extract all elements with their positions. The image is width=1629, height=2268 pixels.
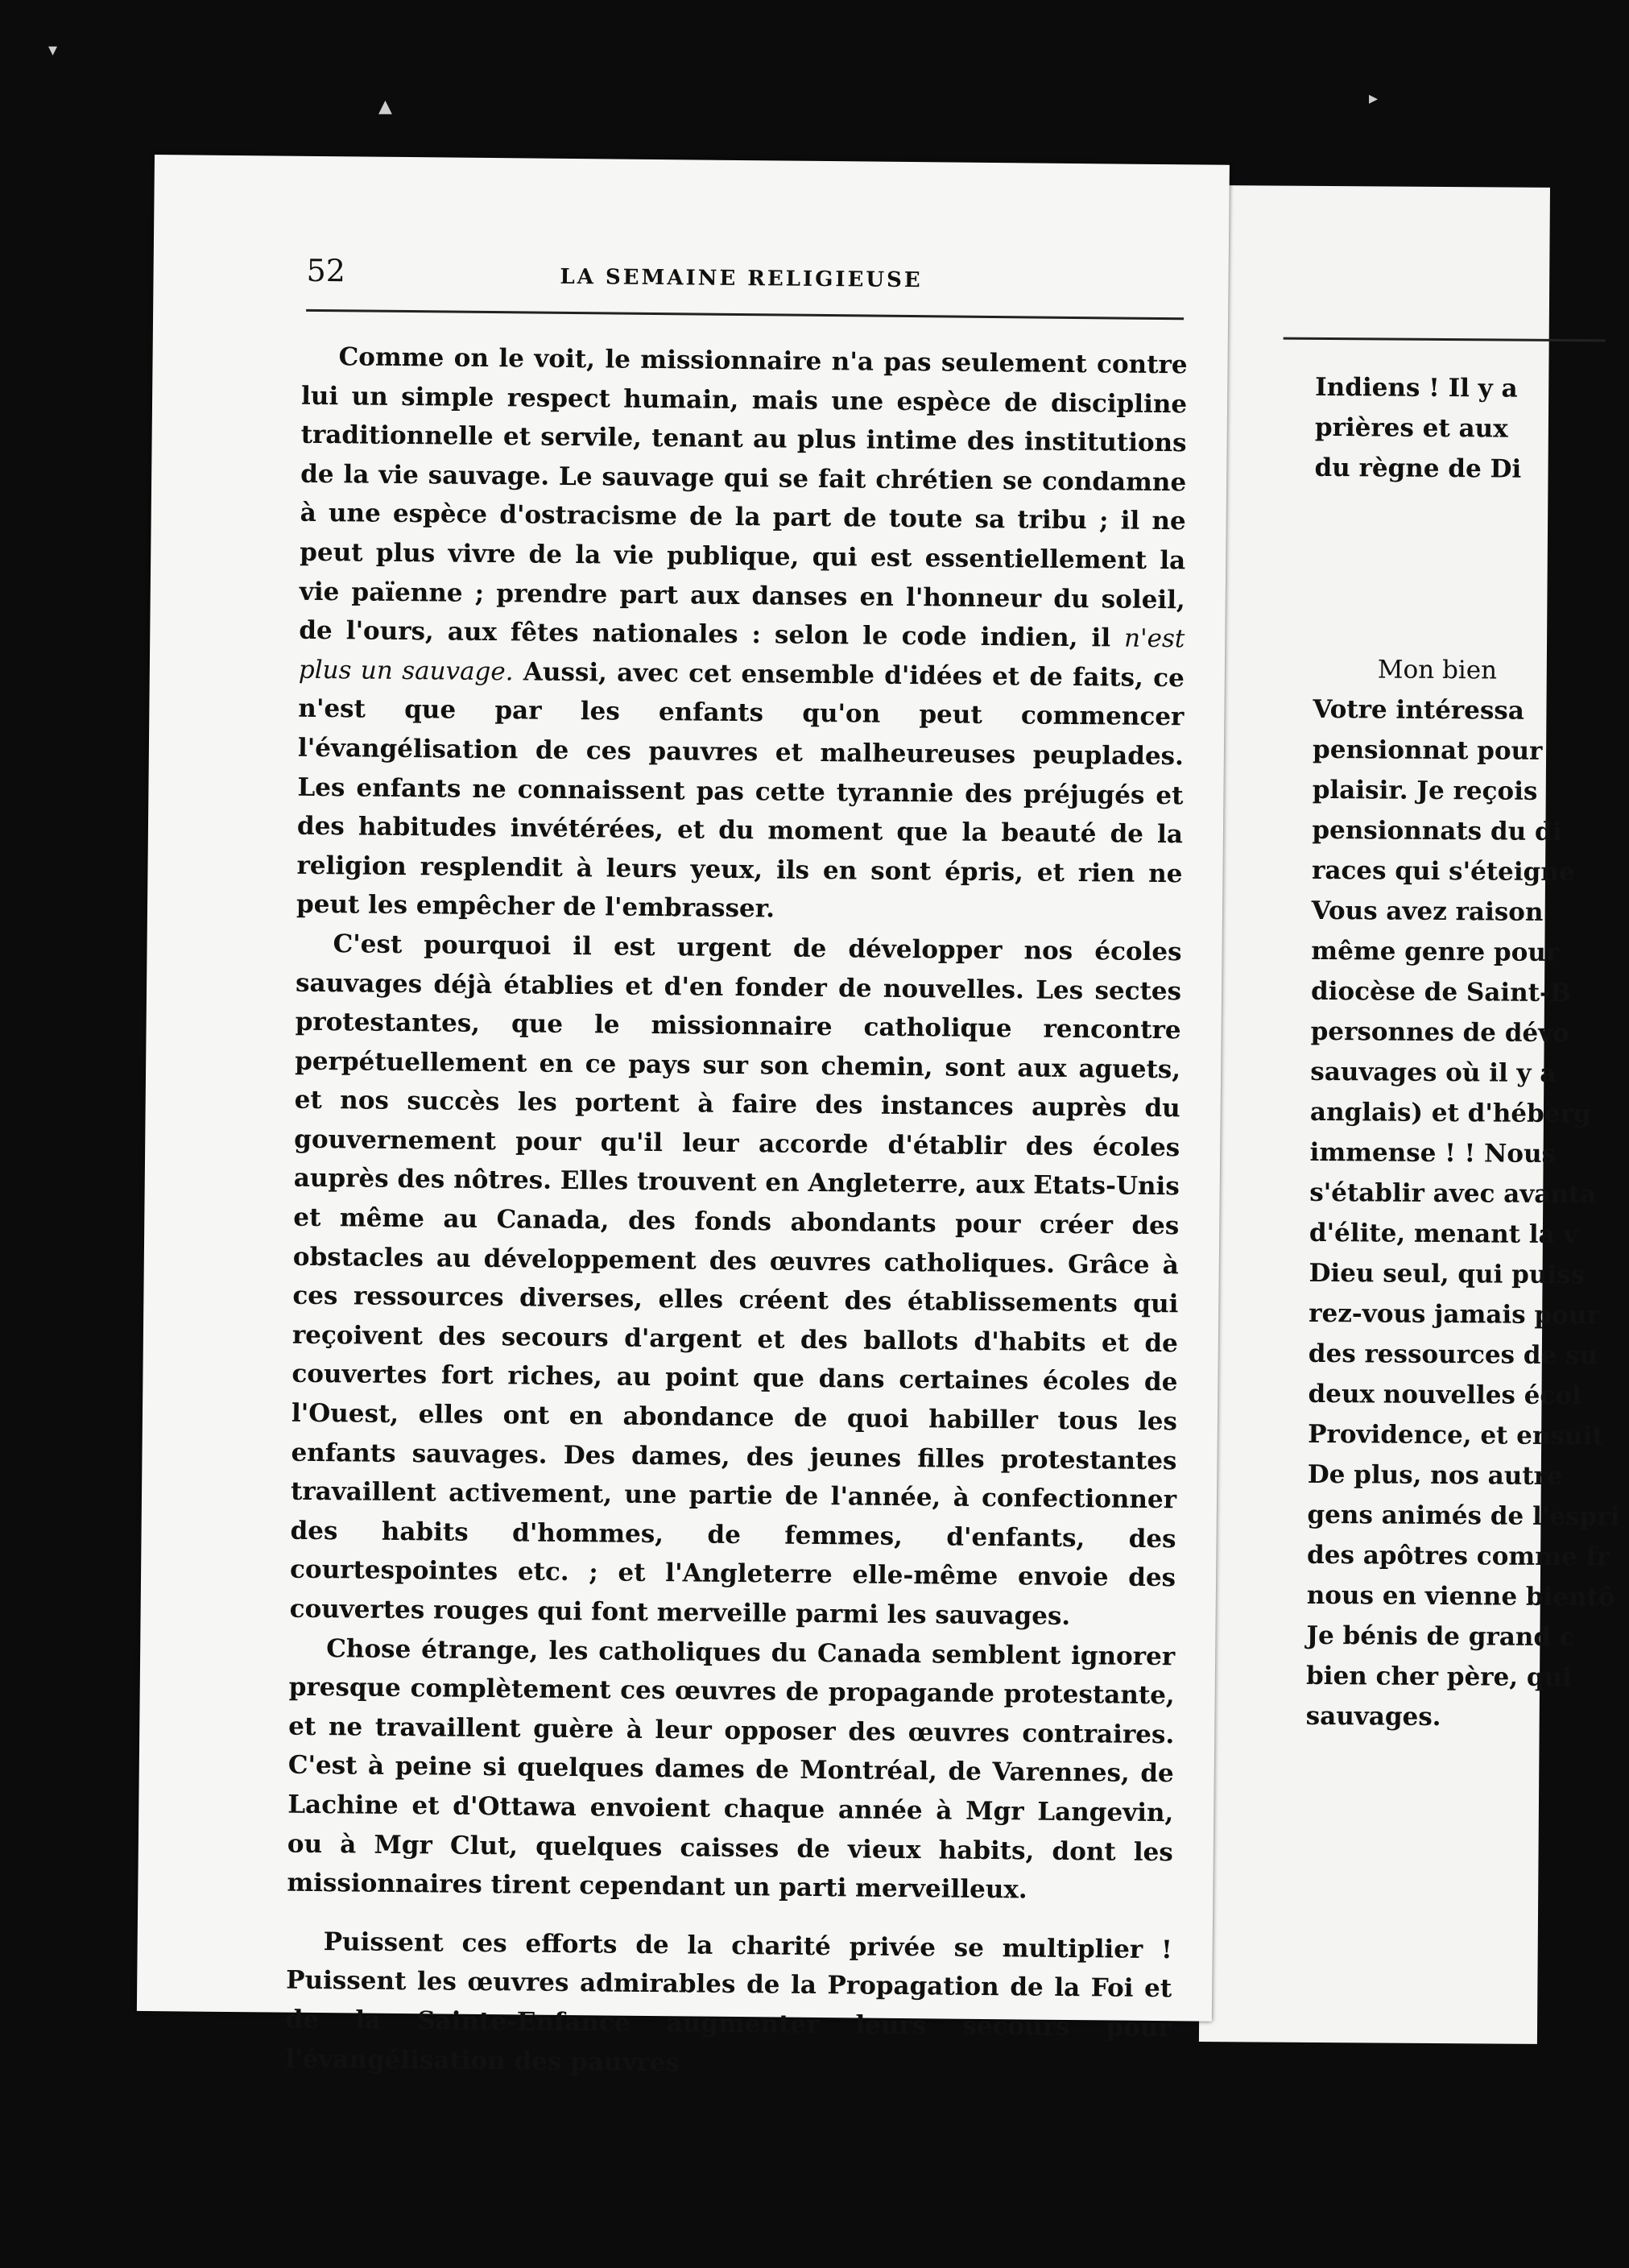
paragraph-1-text-end: Aussi, avec cet ensemble d'idées et de faits, ce n'est que par les enfants qu'on peut commencer l'évangélisation de ces pauvres et malheureuses peuplades. Les enfants ne connaissent pas cette tyrannie des préjugés et des habitudes invétérées, et du moment que la beauté de la religion resplendit à leurs yeux, ils en sont épris, et rien ne peut les empêcher de l'embrasser. [296, 657, 1185, 924]
paragraph-1-italic: n'est plus un sauvage. [298, 623, 1185, 687]
film-speck: ▸ [1369, 89, 1379, 109]
right-page-line: d'élite, menant la v [1309, 1218, 1578, 1250]
right-page-line: anglais) et d'héberg [1309, 1097, 1591, 1129]
right-page-line: immense ! ! Nous [1309, 1137, 1557, 1169]
right-page-line: des apôtres comme fr [1307, 1540, 1610, 1572]
running-title: LA SEMAINE RELIGIEUSE [560, 264, 923, 293]
paragraph-2: C'est pourquoi il est urgent de développer nos écoles sauvages déjà établies et d'en fonder de nouvelles. Les sectes protestantes, que le missionnaire catholique rencontre perpétuellement en ce pays sur son chemin, sont aux aguets, et nos succès les portent à faire des instances auprès du gouvernement pour qu'il leur accorde d'établir des écoles auprès des nôtres. Elles trouvent en Angleterre, aux Etats-Unis et même au Canada, des fonds abondants pour créer des obstacles au développement des œuvres catholiques. Grâce à ces ressources diverses, elles créent des établissements qui reçoivent des secours d'argent et des ballots d'habits et de couvertes fort riches, au point que dans certaines écoles de l'Ouest, elles ont en abondance de quoi habiller tous les enfants sauvages. Des dames, des jeunes filles protestantes travaillent activement, une partie de l'année, à confectionner des habits d'hommes, de femmes, d'enfants, des courtespointes etc. ; et l'Angleterre elle-même envoie des couvertes rouges qui font merveille parmi les sauvages. [289, 929, 1182, 1631]
paragraph-4: Puissent ces efforts de la charité privée se multiplier ! Puissent les œuvres admirables de la Propagation de la Foi et de la Sainte-Enfance augmenter leurs secours pour l'évangélisation des pauvres [285, 1927, 1172, 2077]
right-page-line [1313, 609, 1571, 651]
right-page-line: Vous avez raison [1311, 896, 1544, 927]
right-page-text [1305, 367, 1620, 1738]
right-page-line: races qui s'éteigne [1311, 855, 1575, 888]
right-page-line: bien cher père, qui [1305, 1661, 1573, 1693]
right-page-line: Dieu seul, qui puiss [1309, 1258, 1586, 1290]
right-page-line: plaisir. Je reçois [1312, 775, 1538, 806]
right-page-line: diocèse de Saint-B [1310, 976, 1572, 1008]
right-page-line: s'établir avec avanta [1309, 1177, 1597, 1210]
right-page-line: Mon bien [1377, 655, 1498, 685]
page-number: 52 [306, 252, 346, 289]
right-page-line [1313, 569, 1571, 610]
right-page-line: Indiens ! Il y a [1315, 372, 1518, 404]
right-page-line: nous en vienne bientô [1306, 1580, 1615, 1612]
film-speck: ▲ [378, 97, 392, 117]
paragraph-1-text: Comme on le voit, le missionnaire n'a pas seulement contre lui un simple respect humain, mais une espèce de discipline traditionnelle et servile, tenant au plus intime des institutions de la vie sauvage. Le sauvage qui se fait chrétien se condamne à une espèce d'ostracisme de la part de toute sa tribu ; il ne peut plus vivre de la vie publique, qui est essentiellement la vie païenne ; prendre part aux danses en l'honneur du soleil, de l'ours, aux fêtes nationales : selon le code indien, il [299, 342, 1188, 653]
right-page [1199, 185, 1620, 2044]
right-page-line: Je bénis de grand c [1306, 1620, 1575, 1653]
paragraph-1 [296, 337, 1188, 933]
right-page-line: sauvages. [1305, 1701, 1441, 1732]
right-header-rule [1284, 337, 1606, 342]
right-page-line: pensionnats du di [1312, 815, 1562, 847]
right-page-line: du règne de Di [1314, 453, 1522, 484]
right-page-line: même genre pour [1311, 936, 1560, 968]
right-page-line: deux nouvelles écol [1308, 1379, 1581, 1411]
right-page-line: Votre intéressa [1313, 694, 1525, 726]
right-page-line: rez-vous jamais pour [1309, 1298, 1600, 1331]
right-page-line: prières et aux [1314, 412, 1508, 444]
right-page-line: personnes de dévo [1310, 1016, 1569, 1049]
paragraph-3: Chose étrange, les catholiques du Canada semblent ignorer presque complètement ces œuvres de propagande protestante, et ne travaillent guère à leur opposer des œuvres contraires. C'est à peine si quelques dames de Montréal, de Varennes, de Lachine et d'Ottawa envoient chaque année à Mgr Langevin, ou à Mgr Clut, quelques caisses de vieux habits, dont les missionnaires tirent cependant un parti merveilleux. [287, 1633, 1176, 1905]
right-page-line: Providence, et ensuit [1308, 1419, 1604, 1451]
right-page-line [1314, 528, 1572, 570]
running-head [306, 253, 1176, 309]
right-page-line [1314, 488, 1572, 530]
body-text [285, 337, 1188, 2088]
right-page-line: gens animés de l'espri [1307, 1500, 1620, 1532]
right-page-line: pensionnat pour [1312, 735, 1543, 766]
right-page-line: sauvages où il y a [1310, 1057, 1557, 1089]
left-page [137, 155, 1230, 2077]
film-speck: ▾ [48, 40, 58, 60]
header-rule [306, 309, 1184, 320]
right-page-line: De plus, nos autre [1307, 1459, 1563, 1492]
right-page-line: des ressources de su [1308, 1339, 1598, 1371]
